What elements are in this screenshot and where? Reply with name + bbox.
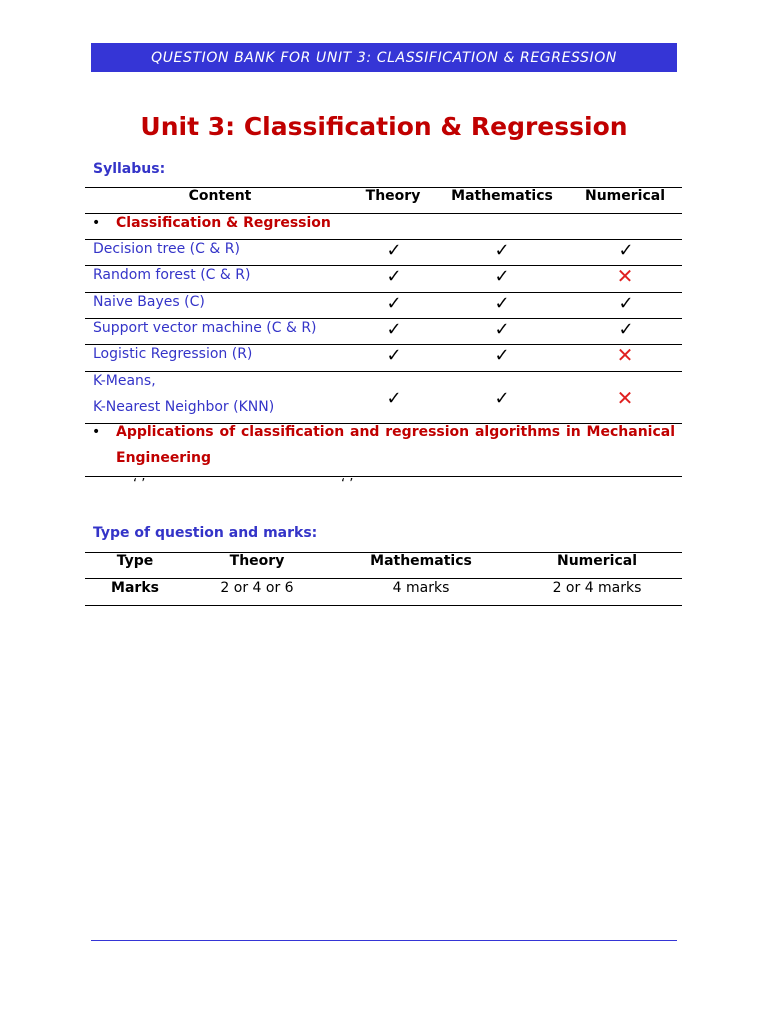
check-icon: ✓ [618, 240, 634, 261]
marks-label: Type of question and marks: [93, 525, 318, 541]
header-banner [91, 43, 677, 72]
marks-header-mathematics: Mathematics [370, 553, 472, 569]
marks-numerical-value: 2 or 4 marks [552, 580, 642, 596]
marks-mathematics-value: 4 marks [392, 580, 450, 596]
section-heading: Classification & Regression [116, 215, 331, 231]
syllabus-row-label: K-Means, [93, 373, 156, 389]
col-header-mathematics: Mathematics [451, 188, 553, 204]
marks-row-label: Marks [111, 580, 159, 596]
banner-text: QUESTION BANK FOR UNIT 3: CLASSIFICATION & REGRESSION [151, 49, 617, 66]
syllabus-label: Syllabus: [93, 161, 166, 177]
check-icon: ✓ [386, 388, 402, 409]
syllabus-table-bottom-rule [85, 476, 682, 477]
check-icon: ✓ [618, 293, 634, 314]
marks-header-type: Type [116, 553, 154, 569]
marks-table-bottom-rule [85, 605, 682, 606]
check-icon: ✓ [386, 319, 402, 340]
syllabus-row-label: Naive Bayes (C) [93, 294, 205, 310]
check-icon: ✓ [494, 266, 510, 287]
check-icon: ✓ [494, 319, 510, 340]
check-icon: ✓ [386, 240, 402, 261]
check-icon: ✓ [494, 240, 510, 261]
cross-icon: ✕ [616, 343, 634, 367]
col-header-theory: Theory [365, 188, 421, 204]
check-icon: ✓ [386, 293, 402, 314]
check-icon: ✓ [618, 319, 634, 340]
page-title: Unit 3: Classification & Regression [140, 112, 628, 141]
bullet-icon: • [92, 424, 101, 440]
check-icon: ✓ [386, 266, 402, 287]
check-icon: ✓ [494, 388, 510, 409]
syllabus-row-label: Logistic Regression (R) [93, 346, 253, 362]
syllabus-row-label: K-Nearest Neighbor (KNN) [93, 399, 275, 415]
row-rule [85, 371, 682, 372]
col-header-numerical: Numerical [584, 188, 665, 204]
bullet-icon: • [92, 215, 101, 231]
syllabus-row-label: Decision tree (C & R) [93, 241, 240, 257]
stray-quote-marks: ‘ ’ [341, 477, 354, 492]
syllabus-row-label: Random forest (C & R) [93, 267, 251, 283]
marks-header-numerical: Numerical [556, 553, 637, 569]
applications-text-cont: Engineering [116, 450, 211, 466]
check-icon: ✓ [494, 293, 510, 314]
check-icon: ✓ [494, 345, 510, 366]
footer-rule [91, 940, 677, 941]
cross-icon: ✕ [616, 386, 634, 410]
marks-header-theory: Theory [229, 553, 285, 569]
stray-quote-marks: ‘ ’ [133, 477, 146, 492]
marks-theory-value: 2 or 4 or 6 [220, 580, 294, 596]
col-header-content: Content [188, 188, 252, 204]
applications-text: Applications of classification and regression algorithms in Mechanical [116, 424, 675, 440]
syllabus-row-label: Support vector machine (C & R) [93, 320, 317, 336]
check-icon: ✓ [386, 345, 402, 366]
cross-icon: ✕ [616, 264, 634, 288]
